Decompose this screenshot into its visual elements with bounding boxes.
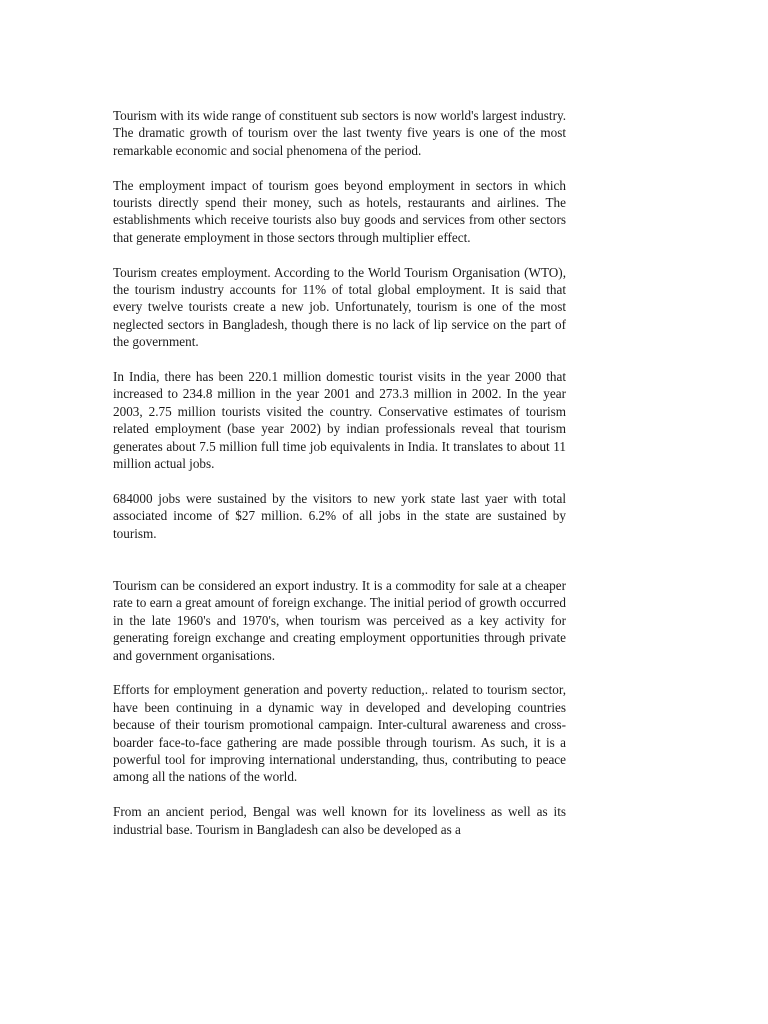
- document-page: [113, 107, 566, 838]
- paragraph-india-statistics: In India, there has been 220.1 million domestic tourist visits in the year 2000 that increased to 234.8 million in the year 2001 and 273.3 million in 2002. In the year 2003, 2.75 million tourists visited the country. Conservative estimates of tourism related employment (base year 2002) by indian professionals reveal that tourism generates about 7.5 million full time job equivalents in India. It translates to about 11 million actual jobs.: [113, 369, 566, 472]
- paragraph-wto-employment: Tourism creates employment. According to the World Tourism Organisation (WTO), the tourism industry accounts for 11% of total global employment. It is said that every twelve tourists create a new job. Unfortunately, tourism is one of the most neglected sectors in Bangladesh, though there is no lack of lip service on the part of the government.: [113, 264, 566, 350]
- paragraph-bengal-tourism: From an ancient period, Bengal was well known for its loveliness as well as its industrial base. Tourism in Bangladesh can also be developed as a: [113, 804, 566, 837]
- paragraph-employment-impact: The employment impact of tourism goes beyond employment in sectors in which tourists directly spend their money, such as hotels, restaurants and airlines. The establishments which receive tourists also buy goods and services from other sectors that generate employment in those sectors through multiplier effect.: [113, 177, 566, 245]
- paragraph-export-industry: Tourism can be considered an export industry. It is a commodity for sale at a cheaper rate to earn a great amount of foreign exchange. The initial period of growth occurred in the late 1960's and 1970's, when tourism was perceived as a key activity for generating foreign exchange and creating employment opportunities through private and government organisations.: [113, 577, 566, 663]
- paragraph-tourism-industry: Tourism with its wide range of constituent sub sectors is now world's largest industry. The dramatic growth of tourism over the last twenty five years is one of the most remarkable economic and social phenomena of the period.: [113, 108, 566, 158]
- paragraph-poverty-reduction: Efforts for employment generation and poverty reduction,. related to tourism sector, have been continuing in a dynamic way in developed and developing countries because of their tourism promotional campaign. Inter-cultural awareness and cross-boarder face-to-face gathering are made possible through tourism. As such, it is a powerful tool for improving international understanding, thus, contributing to peace among all the nations of the world.: [113, 682, 566, 785]
- paragraph-new-york-jobs: 684000 jobs were sustained by the visitors to new york state last yaer with total associated income of $27 million. 6.2% of all jobs in the state are sustained by tourism.: [113, 490, 566, 541]
